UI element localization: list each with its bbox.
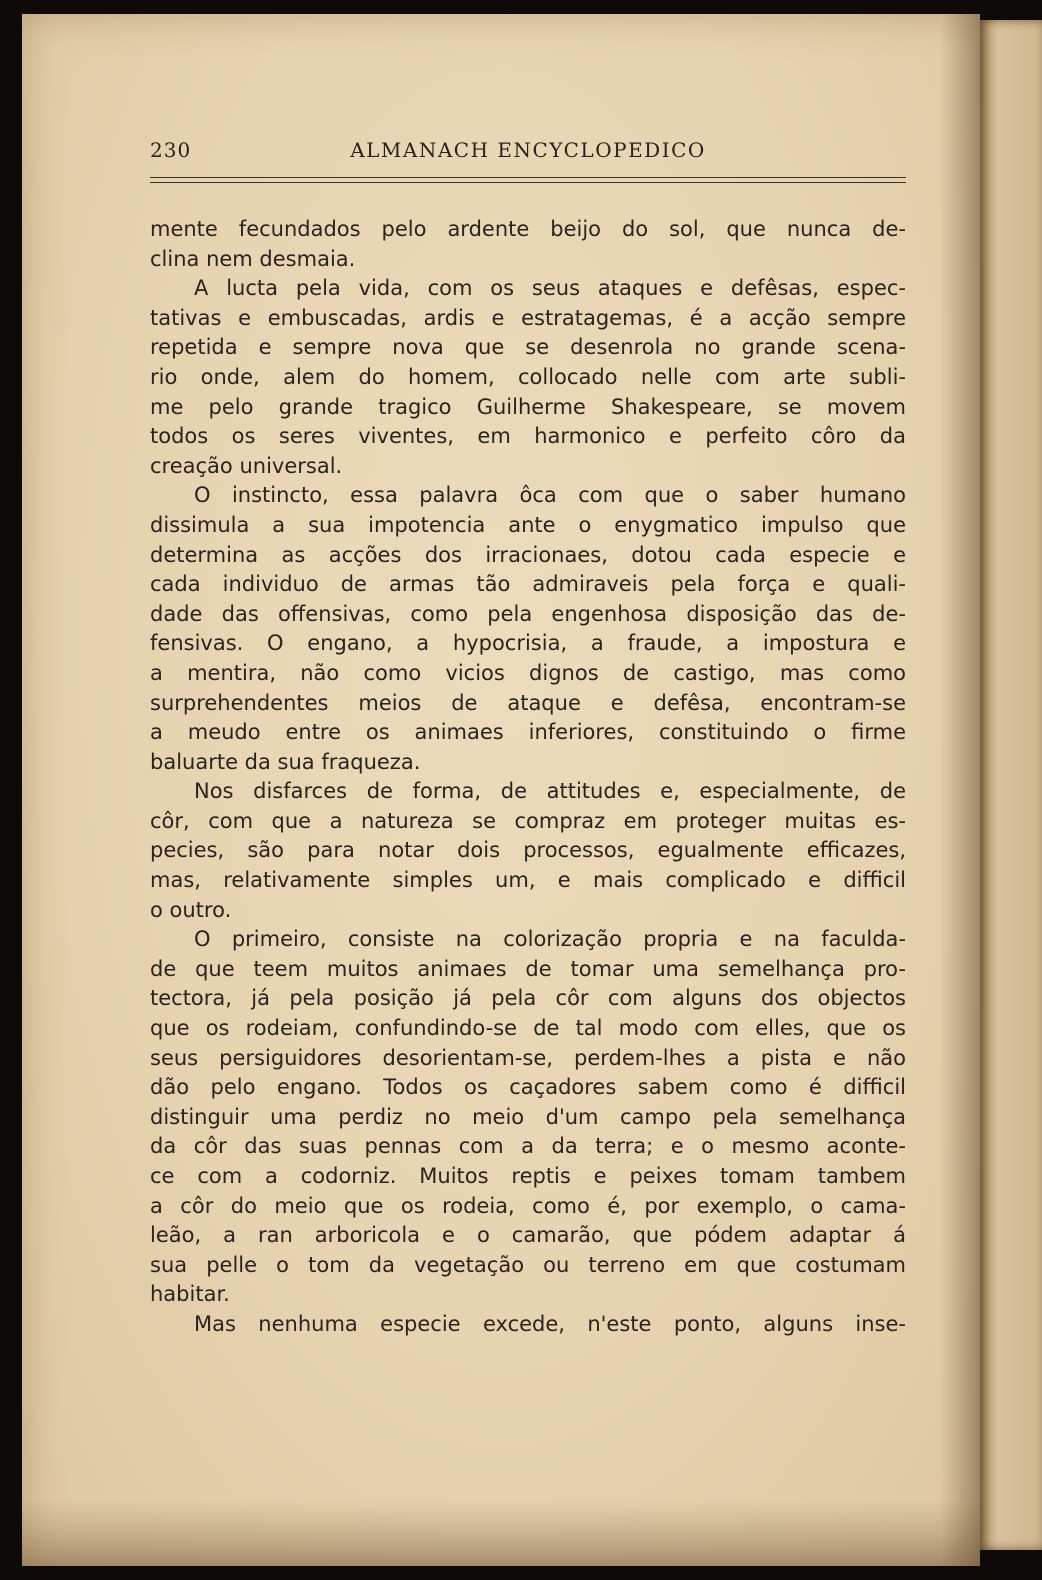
text-line: ce com a codorniz. Muitos reptis e peixes tomam tambem xyxy=(150,1164,906,1188)
text-line: creação universal. xyxy=(150,453,343,478)
text-line: tectora, já pela posição já pela côr com alguns dos objectos xyxy=(150,986,906,1011)
text-line: baluarte da sua fraqueza. xyxy=(150,749,421,774)
text-line: a côr do meio que os rodeia, como é, por exemplo, o cama- xyxy=(150,1193,906,1218)
header-rule xyxy=(150,177,906,178)
text-line: rio onde, alem do homem, collocado nelle com arte subli- xyxy=(150,364,906,389)
text-line: a meudo entre os animaes inferiores, constituindo o firme xyxy=(150,720,906,745)
text-line: O instincto, essa palavra ôca com que o saber humano xyxy=(194,483,906,508)
text-line: O primeiro, consiste na colorização propria e na faculda- xyxy=(194,927,906,952)
text-line: habitar. xyxy=(150,1282,230,1307)
text-line: repetida e sempre nova que se desenrola no grande scena- xyxy=(150,335,906,360)
text-line: da côr das suas pennas com a da terra; e o mesmo aconte- xyxy=(150,1134,906,1159)
text-line: sua pelle o tom da vegetação ou terreno em que costumam xyxy=(150,1252,906,1277)
text-line: tativas e embuscadas, ardis e estratagemas, é a acção sempre xyxy=(150,305,906,330)
text-line: me pelo grande tragico Guilherme Shakespeare, se movem xyxy=(150,394,906,419)
running-title: ALMANACH ENCYCLOPEDICO xyxy=(350,138,706,162)
page-number: 230 xyxy=(150,138,192,162)
page-header xyxy=(150,138,906,168)
text-line: cada individuo de armas tão admiraveis pela força e quali- xyxy=(150,572,906,597)
text-line: seus persiguidores desorientam-se, perdem-lhes a pista e não xyxy=(150,1045,906,1070)
body-text xyxy=(150,215,906,1340)
text-line: Mas nenhuma especie excede, n'este ponto, alguns inse- xyxy=(194,1311,906,1336)
text-line: de que teem muitos animaes de tomar uma semelhança pro- xyxy=(150,956,906,981)
text-line: mente fecundados pelo ardente beijo do sol, que nunca de- xyxy=(150,217,906,241)
text-line: o outro. xyxy=(150,897,232,922)
text-line: côr, com que a natureza se compraz em proteger muitas es- xyxy=(150,808,906,833)
text-line: dissimula a sua impotencia ante o enygmatico impulso que xyxy=(150,512,906,537)
text-line: A lucta pela vida, com os seus ataques e defêsas, espec- xyxy=(194,276,906,301)
text-line: surprehendentes meios de ataque e defêsa, encontram-se xyxy=(150,690,906,715)
text-line: determina as acções dos irracionaes, dotou cada especie e xyxy=(150,542,906,567)
text-line: dão pelo engano. Todos os caçadores sabem como é difficil xyxy=(150,1075,906,1100)
text-line: leão, a ran arboricola e o camarão, que pódem adaptar á xyxy=(150,1223,906,1248)
spine-shadow xyxy=(940,14,980,1566)
text-line: todos os seres viventes, em harmonico e perfeito côro da xyxy=(150,424,906,449)
text-line: a mentira, não como vicios dignos de castigo, mas como xyxy=(150,660,906,685)
header-rule-thin xyxy=(150,182,906,183)
text-line: Nos disfarces de forma, de attitudes e, especialmente, de xyxy=(194,779,906,804)
text-line: que os rodeiam, confundindo-se de tal modo com elles, que os xyxy=(150,1016,906,1041)
text-line: pecies, são para notar dois processos, egualmente efficazes, xyxy=(150,838,906,863)
text-line: clina nem desmaia. xyxy=(150,246,356,271)
bottom-shadow xyxy=(22,1500,980,1566)
text-line: fensivas. O engano, a hypocrisia, a fraude, a impostura e xyxy=(150,631,906,656)
next-page-edge xyxy=(980,20,1042,1550)
text-line: mas, relativamente simples um, e mais complicado e difficil xyxy=(150,868,906,893)
text-line: distinguir uma perdiz no meio d'um campo pela semelhança xyxy=(150,1104,906,1129)
text-line: dade das offensivas, como pela engenhosa disposição das de- xyxy=(150,601,906,626)
